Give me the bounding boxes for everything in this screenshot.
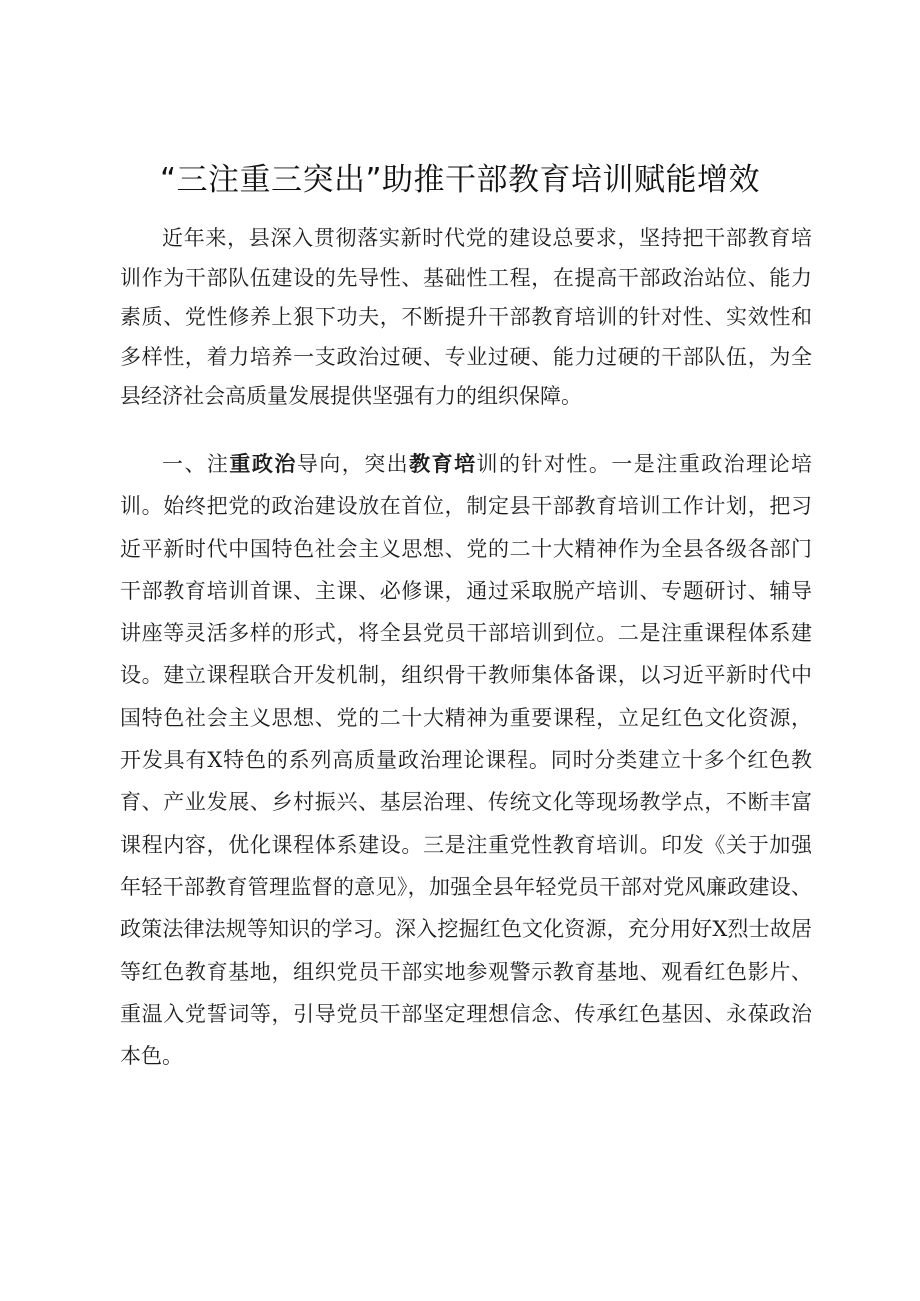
document-title: “三注重三突出”助推干部教育培训赋能增效 <box>159 162 761 198</box>
section-1-heading-emphasis-b: 教育培 <box>409 452 477 476</box>
intro-paragraph: 近年来，县深入贯彻落实新时代党的建设总要求，坚持把干部教育培训作为干部队伍建设的先导性、基础性工程，在提高干部政治站位、能力素质、党性修养上狠下功夫，不断提升干部教育培训的针对性、实效性和多样性，着力培养一支政治过硬、专业过硬、能力过硬的干部队伍，为全县经济社会高质量发展提供坚强有力的组织保障。 <box>120 226 812 409</box>
section-1-heading-emphasis-a: 重政治 <box>229 452 297 476</box>
section-1-heading-part-e: 训的针对性。 <box>476 452 612 476</box>
section-1-paragraph <box>120 443 812 1077</box>
section-1-body-text: 一是注重政治理论培训。始终把党的政治建设放在首位，制定县干部教育培训工作计划，把习近平新时代中国特色社会主义思想、党的二十大精神作为全县各级各部门干部教育培训首课、主课、必修课，通过采取脱产培训、专题研讨、辅导讲座等灵活多样的形式，将全县党员干部培训到位。二是注重课程体系建设。建立课程联合开发机制，组织骨干教师集体备课，以习近平新时代中国特色社会主义思想、党的二十大精神为重要课程，立足红色文化资源，开发具有X特色的系列高质量政治理论课程。同时分类建立十多个红色教育、产业发展、乡村振兴、基层治理、传统文化等现场教学点，不断丰富课程内容，优化课程体系建设。三是注重党性教育培训。印发《关于加强年轻干部教育管理监督的意见》，加强全县年轻党员干部对党风廉政建设、政策法律法规等知识的学习。深入挖掘红色文化资源，充分用好X烈士故居等红色教育基地，组织党员干部实地参观警示教育基地、观看红色影片、重温入党誓词等，引导党员干部坚定理想信念、传承红色基因、永葆政治本色。 <box>120 452 813 1069</box>
section-1-heading-part-c: 导向，突出 <box>296 452 410 476</box>
section-1-heading-part-a: 一、注 <box>162 452 230 476</box>
